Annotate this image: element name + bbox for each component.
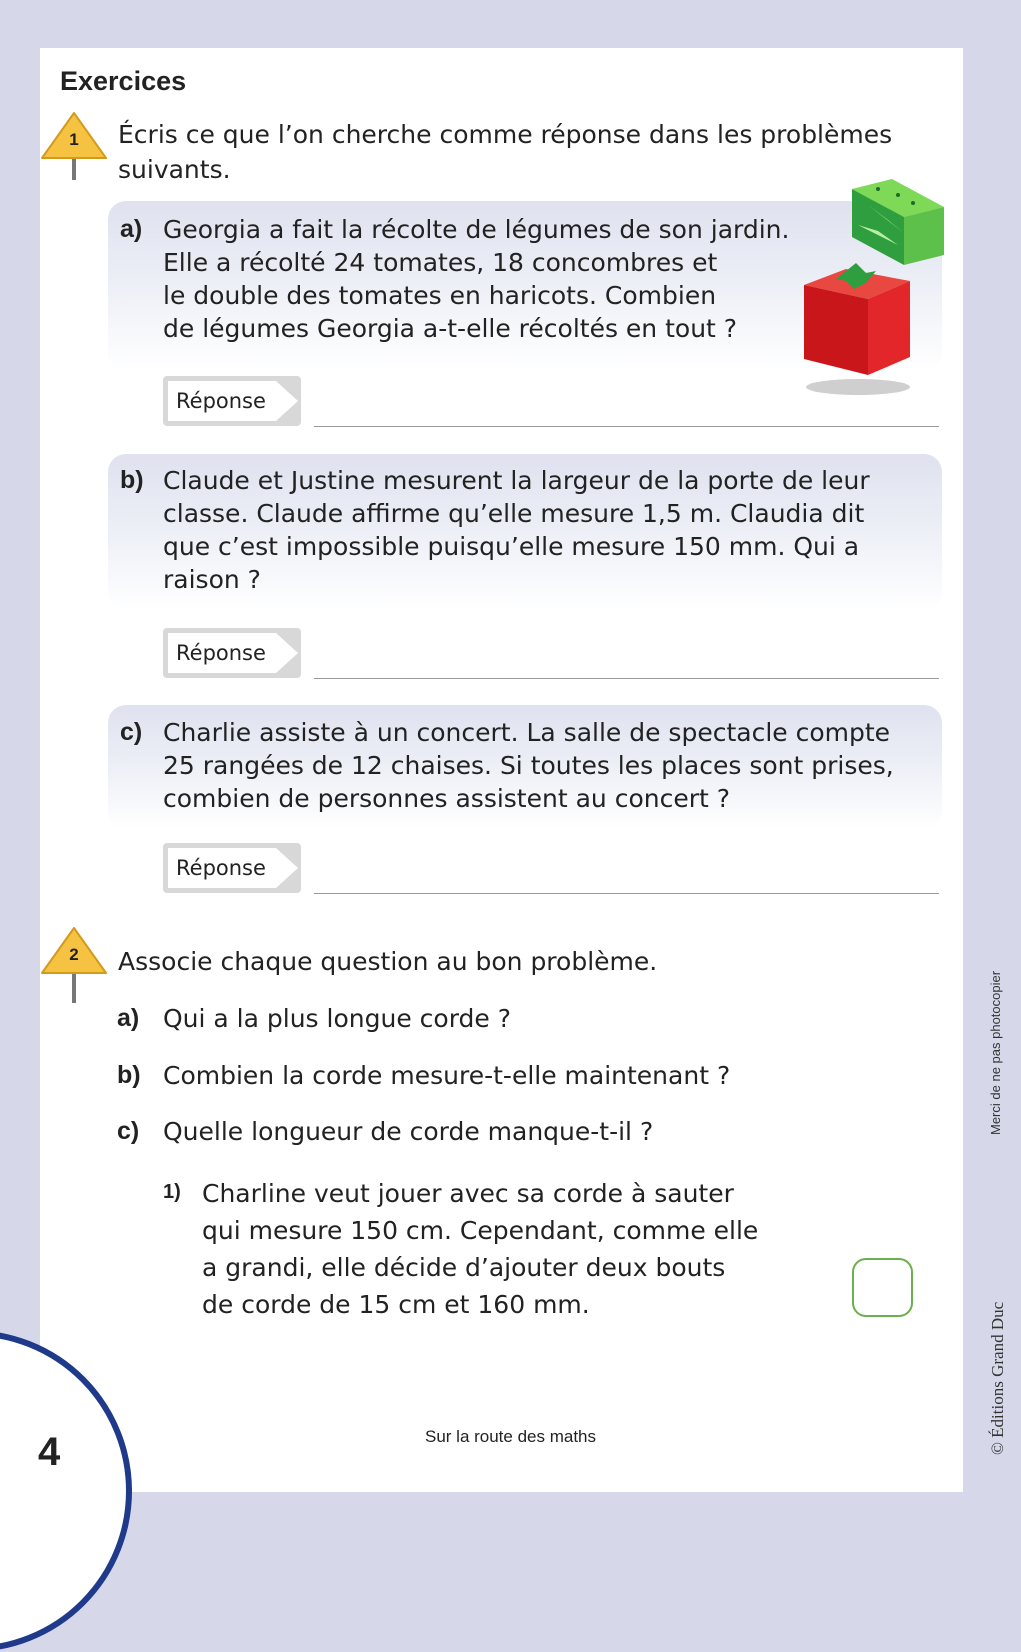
arrow-icon <box>276 381 298 421</box>
problem-1-line-3: a grandi, elle décide d’ajouter deux bouts <box>202 1253 726 1282</box>
side-margin <box>988 970 1018 1460</box>
answer-a-label: Réponse <box>168 381 276 421</box>
page-number: 4 <box>38 1430 61 1474</box>
problem-1-line-4: de corde de 15 cm et 160 mm. <box>202 1290 590 1319</box>
footer-title: Sur la route des maths <box>424 1427 597 1446</box>
answer-b-tag <box>163 628 301 678</box>
exercise-2-question-c: Quelle longueur de corde manque-t-il ? <box>163 1117 654 1146</box>
question-a-line-4: de légumes Georgia a-t-elle récoltés en tout ? <box>163 314 738 343</box>
exercise-2-question-a: Qui a la plus longue corde ? <box>163 1004 511 1033</box>
road-sign-icon <box>40 925 108 1005</box>
answer-c-line[interactable] <box>314 893 939 894</box>
answer-b-label: Réponse <box>168 633 276 673</box>
question-a-line-2: Elle a récolté 24 tomates, 18 concombres et <box>163 248 718 277</box>
question-c-line-2: 25 rangées de 12 chaises. Si toutes les places sont prises, <box>163 751 894 780</box>
question-c-letter: c) <box>120 718 143 746</box>
arrow-icon <box>276 848 298 888</box>
question-c-line-3: combien de personnes assistent au concert ? <box>163 784 731 813</box>
answer-b-line[interactable] <box>314 678 939 679</box>
question-b-line-4: raison ? <box>163 565 261 594</box>
exercise-1-instruction-line-1: Écris ce que l’on cherche comme réponse dans les problèmes <box>118 120 893 149</box>
exercise-2-question-b: Combien la corde mesure-t-elle maintenant ? <box>163 1061 731 1090</box>
problem-1-answer-box[interactable] <box>852 1258 913 1317</box>
answer-a-line[interactable] <box>314 426 939 427</box>
problem-1-line-1: Charline veut jouer avec sa corde à sauter <box>202 1179 734 1208</box>
exercise-1-instruction-line-2: suivants. <box>118 155 231 184</box>
question-b-line-3: que c’est impossible puisqu’elle mesure 150 mm. Qui a <box>163 532 860 561</box>
copyright-notice: © Éditions Grand Duc <box>988 1301 1007 1455</box>
answer-c-label: Réponse <box>168 848 276 888</box>
arrow-icon <box>276 633 298 673</box>
exercise-1-number: 1 <box>69 130 79 149</box>
page-title: Exercices <box>60 66 187 96</box>
question-a-letter: a) <box>120 215 143 243</box>
question-b-line-1: Claude et Justine mesurent la largeur de la porte de leur <box>163 466 870 495</box>
exercise-2-instruction: Associe chaque question au bon problème. <box>118 947 658 976</box>
exercise-2-question-b-letter: b) <box>117 1061 141 1089</box>
exercise-2-question-a-letter: a) <box>117 1004 140 1032</box>
question-c-line-1: Charlie assiste à un concert. La salle de spectacle compte <box>163 718 891 747</box>
question-a-line-1: Georgia a fait la récolte de légumes de son jardin. <box>163 215 790 244</box>
answer-a-tag <box>163 376 301 426</box>
tomato-cube-icon <box>798 255 918 405</box>
no-photocopy-notice: Merci de ne pas photocopier <box>988 970 1003 1135</box>
exercise-2-number: 2 <box>69 945 79 964</box>
question-b-line-2: classe. Claude affirme qu’elle mesure 1,5 m. Claudia dit <box>163 499 865 528</box>
problem-1-line-2: qui mesure 150 cm. Cependant, comme elle <box>202 1216 759 1245</box>
question-b-letter: b) <box>120 466 144 494</box>
exercise-2-sign <box>40 925 108 1005</box>
answer-c-tag <box>163 843 301 893</box>
exercise-1-sign <box>40 110 108 182</box>
question-a-line-3: le double des tomates en haricots. Combien <box>163 281 717 310</box>
problem-1-number: 1) <box>163 1181 181 1203</box>
exercise-2-question-c-letter: c) <box>117 1117 140 1145</box>
